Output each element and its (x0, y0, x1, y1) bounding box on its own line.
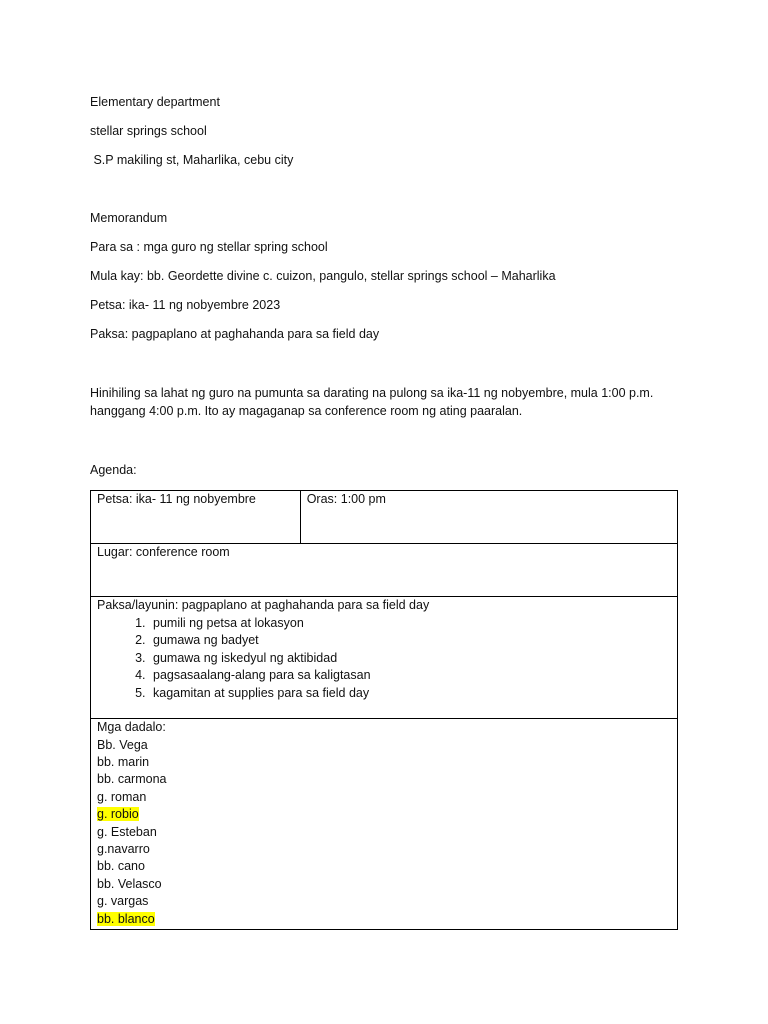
attendee-item (97, 841, 671, 858)
agenda-topic-item: 2. gumawa ng badyet (149, 632, 671, 650)
attendee-item (97, 771, 671, 788)
attendee-name: bb. carmona (97, 772, 167, 787)
agenda-attendees-cell (91, 719, 678, 930)
attendee-item (97, 876, 671, 893)
agenda-table (90, 490, 678, 930)
attendee-name: Bb. Vega (97, 737, 148, 752)
attendees-label: Mga dadalo: (97, 720, 166, 734)
school-name-line: stellar springs school (90, 124, 207, 138)
agenda-topic-list (97, 615, 671, 703)
agenda-row-attendees (91, 719, 678, 930)
memo-para-sa: Para sa : mga guro ng stellar spring school (90, 240, 328, 254)
attendee-item (97, 824, 671, 841)
department-line: Elementary department (90, 95, 220, 109)
attendee-item (97, 893, 671, 910)
attendee-item (97, 737, 671, 754)
attendee-name: g.navarro (97, 841, 150, 856)
attendee-name: bb. cano (97, 859, 145, 874)
memo-title: Memorandum (90, 211, 168, 225)
memo-mula-kay: Mula kay: bb. Geordette divine c. cuizon, pangulo, stellar springs school – Maharlika (90, 269, 556, 283)
attendee-name: g. Esteban (97, 824, 157, 839)
agenda-oras-cell (300, 491, 677, 544)
memo-paksa: Paksa: pagpaplano at paghahanda para sa field day (90, 327, 380, 341)
address-line: S.P makiling st, Maharlika, cebu city (90, 153, 294, 167)
agenda-label: Agenda: (90, 463, 137, 477)
memo-body-paragraph: Hinihiling sa lahat ng guro na pumunta sa darating na pulong sa ika-11 ng nobyembre, mula 1:00 p.m. hanggang 4:00 p.m. Ito ay magaganap sa conference room ng ating paaralan. (90, 386, 654, 418)
agenda-petsa-cell (91, 491, 301, 544)
agenda-petsa: Petsa: ika- 11 ng nobyembre (97, 492, 256, 506)
attendee-name: bb. blanco (97, 911, 155, 926)
attendee-item (97, 754, 671, 771)
agenda-lugar: Lugar: conference room (97, 545, 230, 559)
attendee-item (97, 858, 671, 875)
agenda-topics-cell (91, 597, 678, 719)
agenda-oras: Oras: 1:00 pm (306, 492, 386, 506)
agenda-lugar-cell (91, 544, 678, 597)
attendee-name: g. vargas (97, 894, 149, 909)
attendee-list (97, 737, 671, 928)
attendee-name: bb. Velasco (97, 876, 162, 891)
attendee-name: g. robio (97, 807, 139, 822)
attendee-item (97, 789, 671, 806)
agenda-row-location (91, 544, 678, 597)
agenda-row-date-time (91, 491, 678, 544)
agenda-topic-item: 4. pagsasaalang-alang para sa kaligtasan (149, 667, 671, 685)
agenda-topic-item: 5. kagamitan at supplies para sa field day (149, 685, 671, 703)
attendee-name: bb. marin (97, 754, 150, 769)
attendee-item (97, 806, 671, 823)
memo-petsa: Petsa: ika- 11 ng nobyembre 2023 (90, 298, 281, 312)
agenda-topic-item: 3. gumawa ng iskedyul ng aktibidad (149, 650, 671, 668)
agenda-topic-item: 1. pumili ng petsa at lokasyon (149, 615, 671, 633)
agenda-paksa-layunin: Paksa/layunin: pagpaplano at paghahanda para sa field day (97, 598, 430, 612)
agenda-row-topics (91, 597, 678, 719)
attendee-item (97, 911, 671, 928)
attendee-name: g. roman (97, 789, 147, 804)
